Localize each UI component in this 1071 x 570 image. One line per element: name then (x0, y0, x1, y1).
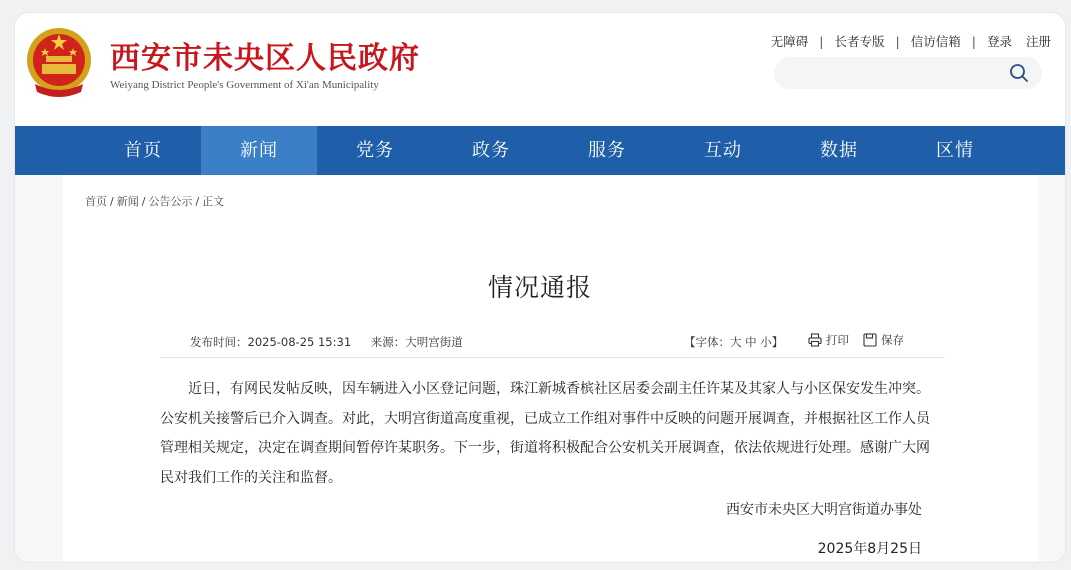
main-nav (15, 126, 1065, 175)
register-link[interactable]: 注册 (1025, 34, 1051, 49)
separator: | (895, 33, 900, 49)
save-label: 保存 (881, 333, 904, 347)
nav-item-interaction[interactable]: 互动 (704, 140, 742, 161)
breadcrumb-announcements[interactable]: 公告公示 (148, 195, 193, 208)
nav-item-home[interactable]: 首页 (124, 140, 162, 161)
article-body: 近日，有网民发帖反映，因车辆进入小区登记问题，珠江新城香槟社区居委会副主任许某及其家人与小区保安发生冲突。公安机关接警后已介入调查。对此，大明宫街道高度重视，已成立工作组对事件中反映的问题开展调查，并根据社区工作人员管理相关规定，决定在调查期间暂停许某职务。下一步，街道将积极配合公安机关开展调查，依法依规进行处理。感谢广大网民对我们工作的关注和监督。 (160, 381, 930, 486)
source-value: 大明宫街道 (405, 335, 463, 349)
breadcrumb-news[interactable]: 新闻 (116, 195, 139, 208)
browser-page (15, 13, 1065, 562)
search-box[interactable] (774, 57, 1042, 89)
search-icon[interactable] (1009, 63, 1029, 83)
site-title[interactable]: 西安市未央区人民政府 (110, 41, 420, 76)
elderly-mode-link[interactable]: 长者专版 (834, 34, 885, 49)
login-link[interactable]: 登录 (986, 34, 1012, 49)
print-button[interactable] (808, 332, 849, 348)
site-subtitle: Weiyang District People's Government of Xi'an Municipality (110, 79, 379, 91)
national-emblem-icon (25, 26, 93, 98)
top-links (771, 32, 1051, 50)
accessibility-link[interactable]: 无障碍 (770, 34, 809, 49)
save-button[interactable] (863, 332, 904, 348)
save-icon (863, 333, 877, 347)
breadcrumb: 首页 / 新闻 / 公告公示 / 正文 (85, 195, 225, 208)
font-size-selector[interactable]: 【字体：大 中 小】 (684, 335, 784, 349)
divider (160, 357, 945, 358)
nav-item-data[interactable]: 数据 (820, 140, 858, 161)
publish-label: 发布时间： (190, 335, 248, 349)
nav-item-services[interactable]: 服务 (588, 140, 626, 161)
breadcrumb-home[interactable]: 首页 (85, 195, 107, 208)
separator: | (819, 33, 824, 49)
printer-icon (808, 333, 822, 347)
print-label: 打印 (826, 333, 849, 347)
nav-item-news[interactable]: 新闻 (201, 126, 317, 175)
separator: | (971, 33, 976, 49)
article-title: 情况通报 (487, 273, 592, 302)
source-label: 来源： (370, 335, 406, 349)
site-header (15, 13, 1065, 126)
article-date: 2025年8月25日 (817, 541, 922, 557)
nav-item-government-affairs[interactable]: 政务 (472, 140, 510, 161)
publish-time: 2025-08-25 15:31 (247, 335, 352, 349)
article-tools (808, 332, 918, 348)
breadcrumb-current: 正文 (202, 195, 225, 208)
petition-mailbox-link[interactable]: 信访信箱 (910, 34, 961, 49)
nav-item-district-info[interactable]: 区情 (936, 140, 974, 161)
nav-item-party[interactable]: 党务 (356, 140, 394, 161)
article-meta (190, 334, 463, 350)
article-signer: 西安市未央区大明宫街道办事处 (726, 502, 922, 518)
